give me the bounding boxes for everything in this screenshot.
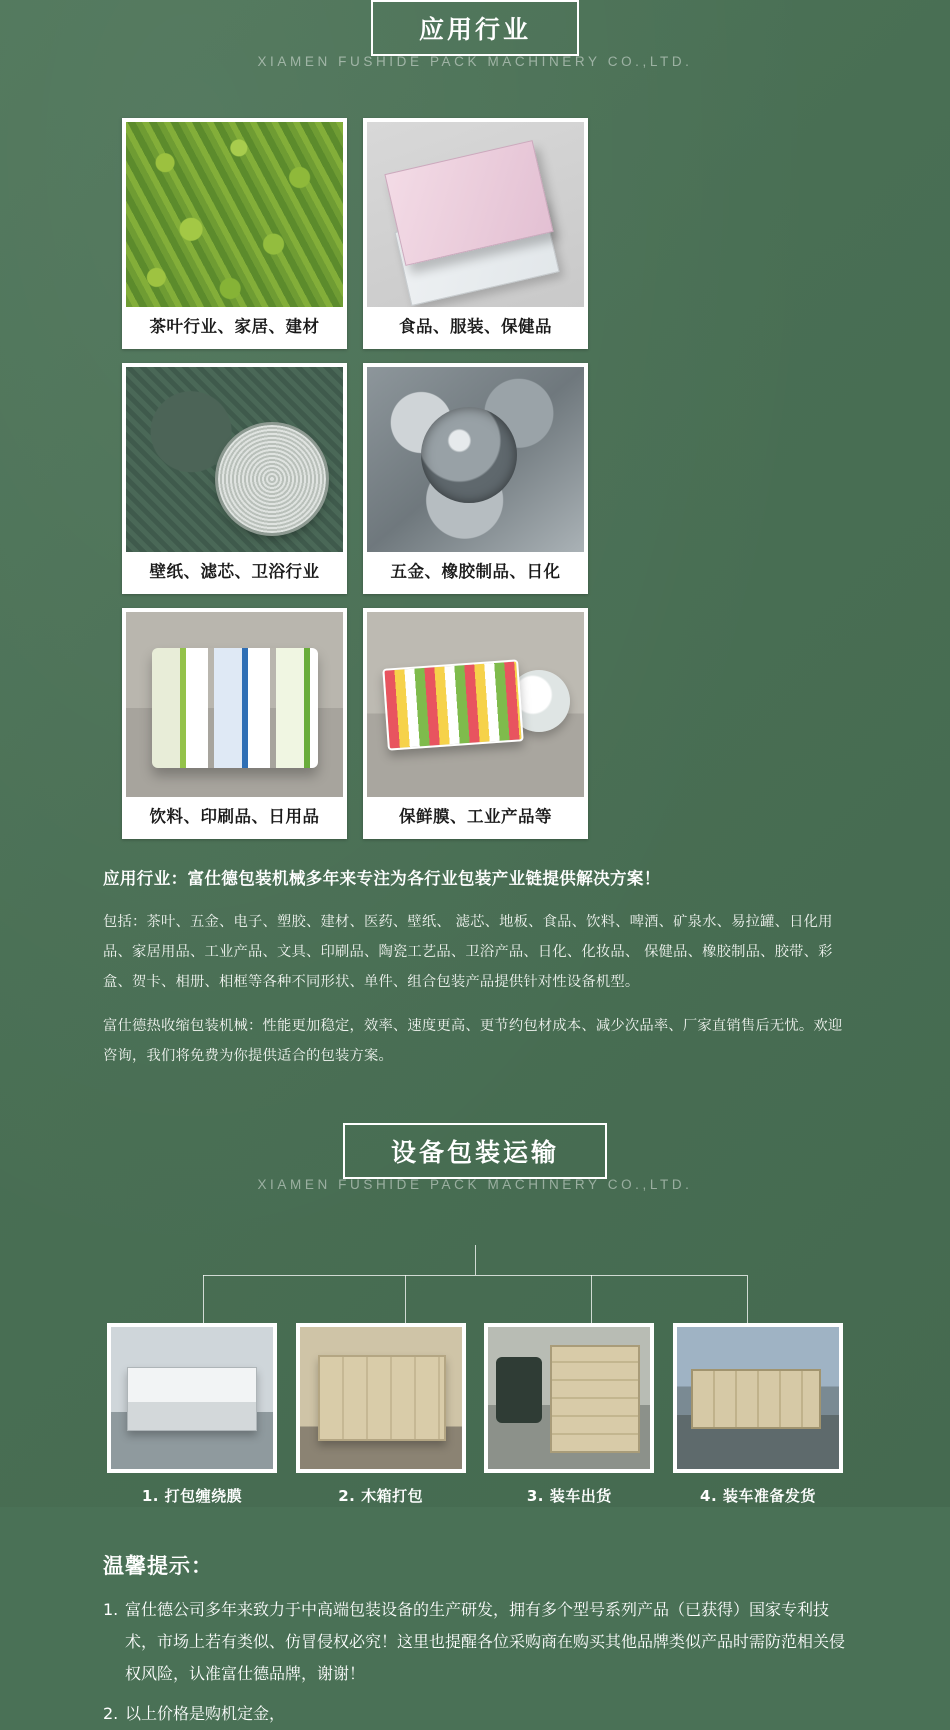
connector-branch	[591, 1275, 592, 1323]
forklift-loading-photo	[488, 1327, 650, 1469]
metal-parts-photo	[367, 367, 584, 552]
shipping-step	[484, 1323, 654, 1506]
connector-branch	[203, 1275, 204, 1323]
shipping-section-title: 设备包装运输	[343, 1123, 607, 1179]
connector-crossbar	[203, 1275, 747, 1276]
industry-card-label: 壁纸、滤芯、卫浴行业	[149, 562, 320, 581]
tip-number: 1.	[103, 1600, 119, 1619]
shipping-step-photo-frame	[673, 1323, 843, 1473]
shipping-step-row	[107, 1323, 843, 1506]
connector-branch	[747, 1275, 748, 1323]
tips-section	[103, 1550, 847, 1730]
tip-item	[103, 1594, 847, 1690]
shipping-step	[673, 1323, 843, 1506]
industry-section-subtitle: XIAMEN FUSHIDE PACK MACHINERY CO.,LTD.	[257, 54, 693, 69]
industry-card-label: 茶叶行业、家居、建材	[149, 317, 320, 336]
shipping-step	[296, 1323, 466, 1506]
industry-card-label: 五金、橡胶制品、日化	[390, 562, 561, 581]
industry-card	[363, 363, 588, 594]
industry-card	[122, 118, 347, 349]
truck-loaded-photo	[677, 1327, 839, 1469]
shipping-step-photo-frame	[296, 1323, 466, 1473]
industry-card-label: 饮料、印刷品、日用品	[149, 807, 320, 826]
beverage-cans-photo	[126, 612, 343, 797]
shipping-step-label: 1. 打包缠绕膜	[141, 1487, 243, 1505]
wooden-crate-photo	[300, 1327, 462, 1469]
tips-title: 温馨提示：	[103, 1554, 213, 1578]
industry-card-label: 食品、服装、保健品	[399, 317, 552, 336]
industry-paragraph-2: 富仕德热收缩包装机械：性能更加稳定，效率、速度更高、更节约包材成本、减少次品率、厂家直销售后无忧。欢迎咨询，我们将免费为你提供适合的包装方案。	[103, 1018, 843, 1064]
industry-section-title: 应用行业	[371, 0, 579, 56]
shipping-step-label: 4. 装车准备发货	[700, 1487, 816, 1505]
shipping-step-label: 3. 装车出货	[526, 1487, 612, 1505]
industry-lead-text: 应用行业：富仕德包装机械多年来专注为各行业包装产业链提供解决方案！	[103, 869, 661, 888]
industry-card	[363, 118, 588, 349]
tip-item	[103, 1698, 847, 1730]
industry-card	[122, 608, 347, 839]
shipping-section-banner	[0, 1123, 950, 1215]
tip-text: 富仕德公司多年来致力于中高端包装设备的生产研发，拥有多个型号系列产品（已获得）国家专利技术，市场上若有类似、仿冒侵权必究！这里也提醒各位采购商在购买其他品牌类似产品时需防范相关侵权风险，认准富仕德品牌，谢谢！	[125, 1600, 846, 1683]
machine-stretch-wrap-photo	[111, 1327, 273, 1469]
shipping-step-photo-frame	[484, 1323, 654, 1473]
filter-element-photo	[126, 367, 343, 552]
industry-card-label: 保鲜膜、工业产品等	[399, 807, 552, 826]
connector-branch	[405, 1275, 406, 1323]
tip-text: 以上价格是购机定金，	[125, 1704, 286, 1723]
gift-box-photo	[367, 122, 584, 307]
shipping-step-label: 2. 木箱打包	[338, 1487, 424, 1505]
tip-number: 2.	[103, 1704, 119, 1723]
shipping-step-photo-frame	[107, 1323, 277, 1473]
shipping-section-subtitle: XIAMEN FUSHIDE PACK MACHINERY CO.,LTD.	[257, 1177, 693, 1192]
shipping-connector-diagram	[115, 1245, 835, 1323]
industry-paragraph-1: 包括：茶叶、五金、电子、塑胶、建材、医药、壁纸、 滤芯、地板、食品、饮料、啤酒、矿泉水、易拉罐、日化用品、家居用品、工业产品、文具、印刷品、陶瓷工艺品、卫浴产品、日化、化妆品、 保健品、橡胶制品、胶带、彩盒、贺卡、相册、相框等各种不同形状、单件、组合包装产品提供针对性设备机型。	[103, 914, 833, 990]
industry-card-grid	[122, 118, 828, 839]
industry-card	[122, 363, 347, 594]
shipping-step	[107, 1323, 277, 1506]
connector-trunk	[475, 1245, 476, 1275]
tea-plantation-photo	[126, 122, 343, 307]
industry-section-banner	[0, 0, 950, 92]
industry-card	[363, 608, 588, 839]
wrapped-products-photo	[367, 612, 584, 797]
